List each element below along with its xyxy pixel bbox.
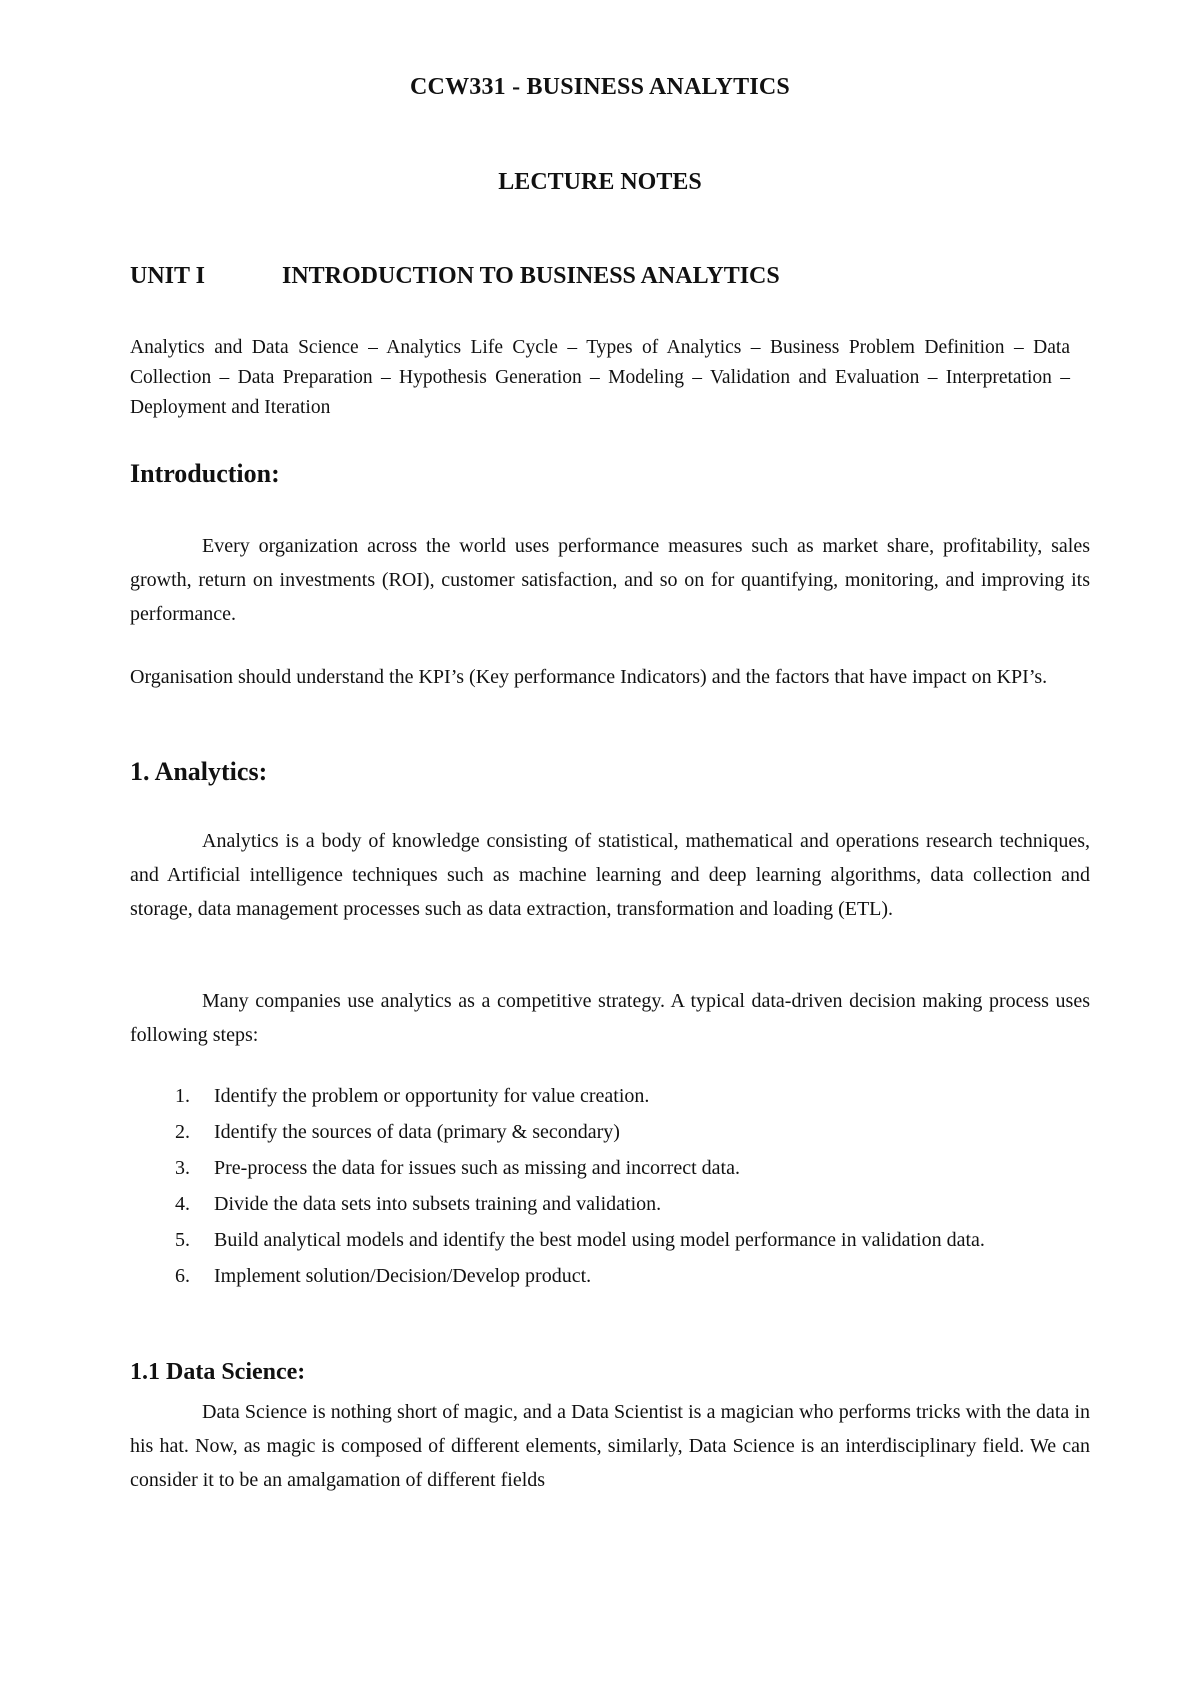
list-item: 3. Pre-process the data for issues such as missing and incorrect data. bbox=[175, 1157, 740, 1179]
unit-heading bbox=[0, 263, 1200, 297]
introduction-heading: Introduction: bbox=[130, 459, 280, 488]
list-item: 5. Build analytical models and identify the best model using model performance in validation data. bbox=[175, 1229, 985, 1251]
introduction-paragraph-1: Every organization across the world uses performance measures such as market share, profitability, sales growth, return on investments (ROI), customer satisfaction, and so on for quantifying, monitoring, and improving its performance. bbox=[130, 535, 1090, 625]
introduction-paragraph-2: Organisation should understand the KPI’s (Key performance Indicators) and the factors that have impact on KPI’s. bbox=[130, 666, 1048, 688]
decision-steps-list bbox=[130, 1078, 1090, 1294]
analytics-paragraph-2: Many companies use analytics as a competitive strategy. A typical data-driven decision making process uses following steps: bbox=[130, 990, 1090, 1046]
unit-title: INTRODUCTION TO BUSINESS ANALYTICS bbox=[282, 263, 780, 289]
course-title: CCW331 - BUSINESS ANALYTICS bbox=[410, 74, 790, 100]
list-item: 6. Implement solution/Decision/Develop product. bbox=[175, 1265, 592, 1287]
data-science-heading: 1.1 Data Science: bbox=[130, 1359, 306, 1385]
data-science-paragraph-1: Data Science is nothing short of magic, and a Data Scientist is a magician who performs tricks with the data in his hat. Now, as magic is composed of different elements, similarly, Data Science is an interdisciplinary field. We can consider it to be an amalgamation of different fields bbox=[130, 1401, 1090, 1491]
unit-syllabus: Analytics and Data Science – Analytics Life Cycle – Types of Analytics – Business Problem Definition – Data Collection – Data Preparation – Hypothesis Generation – Modeling – Validation and Evaluation – Interpretation – Deployment and Iteration bbox=[130, 337, 1070, 418]
list-item: 2. Identify the sources of data (primary & secondary) bbox=[175, 1121, 620, 1143]
list-item: 4. Divide the data sets into subsets training and validation. bbox=[175, 1193, 662, 1215]
list-item: 1. Identify the problem or opportunity for value creation. bbox=[175, 1085, 650, 1107]
analytics-heading: 1. Analytics: bbox=[130, 757, 268, 786]
unit-number: UNIT I bbox=[130, 263, 205, 289]
lecture-notes-title: LECTURE NOTES bbox=[498, 169, 702, 195]
analytics-paragraph-1: Analytics is a body of knowledge consisting of statistical, mathematical and operations research techniques, and Artificial intelligence techniques such as machine learning and deep learning algorithms, data collection and storage, data management processes such as data extraction, transformation and loading (ETL). bbox=[130, 830, 1090, 920]
